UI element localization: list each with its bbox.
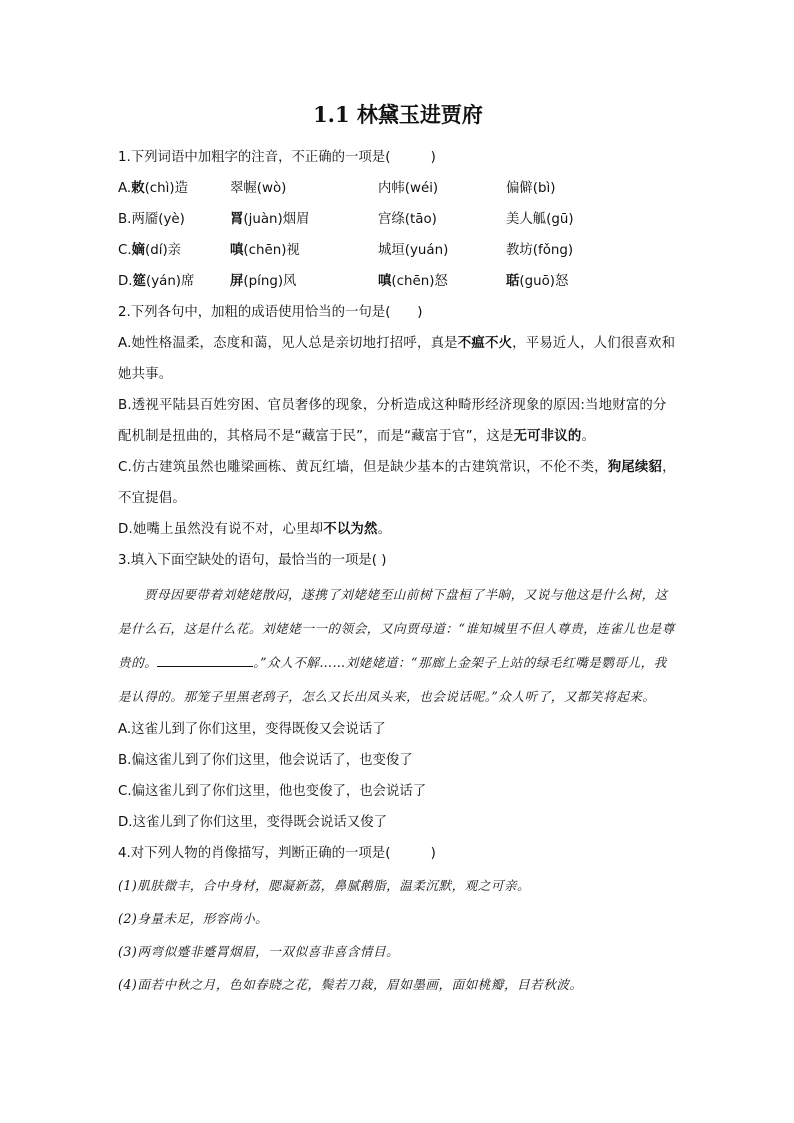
question-4-item: (1)肌肤微丰，合中身材，腮凝新荔，鼻腻鹅脂，温柔沉默，观之可亲。 (118, 878, 531, 893)
question-3-option-b: B.偏这雀儿到了你们这里，他会说话了，也变俊了 (118, 753, 413, 768)
question-4-item: (4)面若中秋之月，色如春晓之花，鬓若刀裁，眉如墨画，面如桃瓣，目若秋波。 (118, 977, 583, 992)
phonetic-term: D.筵(yán)席 (118, 274, 195, 289)
option-text: 。 (581, 429, 596, 444)
phonetic-term: 偏僻(bì) (506, 181, 556, 196)
phonetic-term: A.敕(chì)造 (118, 181, 188, 196)
phonetic-term: 屏(píng)风 (230, 274, 297, 289)
question-1-option-row (118, 204, 678, 235)
phonetic-term: 宫绦(tāo) (378, 212, 437, 227)
option-text: 。 (377, 522, 392, 537)
question-3-option-a: A.这雀儿到了你们这里，变得既俊又会说话了 (118, 722, 386, 737)
phonetic-term: 聒(guō)怒 (506, 274, 569, 289)
phonetic-term: 嗔(chēn)视 (230, 243, 300, 258)
question-2-stem: 2.下列各句中，加粗的成语使用恰当的一句是( ) (118, 305, 423, 320)
question-4-item: (2)身量未足，形容尚小。 (118, 911, 269, 926)
question-3-option-c: C.偏这雀儿到了你们这里，他也变俊了，也会说话了 (118, 784, 427, 799)
phonetic-term: 美人觚(gū) (506, 212, 574, 227)
phonetic-term: 内帏(wéi) (378, 181, 439, 196)
phonetic-term: 翠幄(wò) (230, 181, 287, 196)
option-text: C.仿古建筑虽然也雕梁画栋、黄瓦红墙，但是缺少基本的古建筑常识，不伦不类， (118, 460, 608, 475)
option-text: ，平易近人，人们很喜欢和她共事。 (118, 336, 676, 382)
phonetic-term: 城垣(yuán) (378, 243, 449, 258)
phonetic-term: B.两靥(yè) (118, 212, 185, 227)
option-bold-idiom: 不瘟不火 (457, 336, 513, 351)
option-bold-idiom: 无可非议的 (513, 429, 582, 444)
page-title: 1.1 林黛玉进贾府 (313, 102, 483, 127)
question-1-option-row (118, 235, 678, 266)
phonetic-term: 罥(juàn)烟眉 (230, 212, 310, 227)
question-2-option-a (118, 328, 678, 390)
question-4-items (118, 869, 678, 1001)
question-1-option-row (118, 266, 678, 297)
question-1-stem: 1.下列词语中加粗字的注音，不正确的一项是( ) (118, 150, 436, 165)
question-2-option-c (118, 452, 678, 514)
question-3-stem: 3.填入下面空缺处的语句，最恰当的一项是( ) (118, 553, 387, 568)
question-2-option-b (118, 390, 678, 452)
option-text: B.透视平陆县百姓穷困、官员奢侈的现象，分析造成这种畸形经济现象的原因:当地财富的分配机制是扭曲的，其格局不是“藏富于民”，而是“藏富于官”，这是 (118, 398, 667, 444)
passage-text: 。”众人不解……刘姥姥道：“那廊上金架子上站的绿毛红嘴是鹦哥儿，我是认得的。那笼子里黑老鸹子，怎么又长出凤头来，也会说话呢。”众人听了，又都笑将起来。 (118, 655, 667, 704)
question-1-options (118, 173, 678, 297)
option-text: ，不宜提倡。 (118, 460, 676, 506)
option-bold-idiom: 不以为然 (323, 522, 378, 537)
question-4-stem: 4.对下列人物的肖像描写，判断正确的一项是( ) (118, 846, 436, 861)
answer-blank[interactable] (157, 652, 253, 667)
option-text: D.她嘴上虽然没有说不对，心里却 (118, 522, 324, 537)
question-4-item: (3)两弯似蹙非蹙罥烟眉，一双似喜非喜含情目。 (118, 944, 400, 959)
phonetic-term: C.嫡(dí)亲 (118, 243, 182, 258)
question-1-option-row (118, 173, 678, 204)
phonetic-term: 嗔(chēn)怒 (378, 274, 448, 289)
phonetic-term: 教坊(fǒng) (506, 243, 574, 258)
option-text: A.她性格温柔，态度和蔼，见人总是亲切地打招呼，真是 (118, 336, 458, 351)
question-2-option-d (118, 514, 678, 545)
option-bold-idiom: 狗尾续貂 (607, 460, 663, 475)
question-3-option-d: D.这雀儿到了你们这里，变得既会说话又俊了 (118, 815, 387, 830)
question-3-passage (118, 578, 678, 714)
passage-text: 贾母因要带着刘姥姥散闷，遂携了刘姥姥至山前树下盘桓了半晌，又说与他这是什么树，这是什么石，这是什么花。刘姥姥一一的领会，又向贾母道：“谁知城里不但人尊贵，连雀儿也是尊贵的。 (118, 587, 675, 670)
document-content (118, 100, 678, 1001)
